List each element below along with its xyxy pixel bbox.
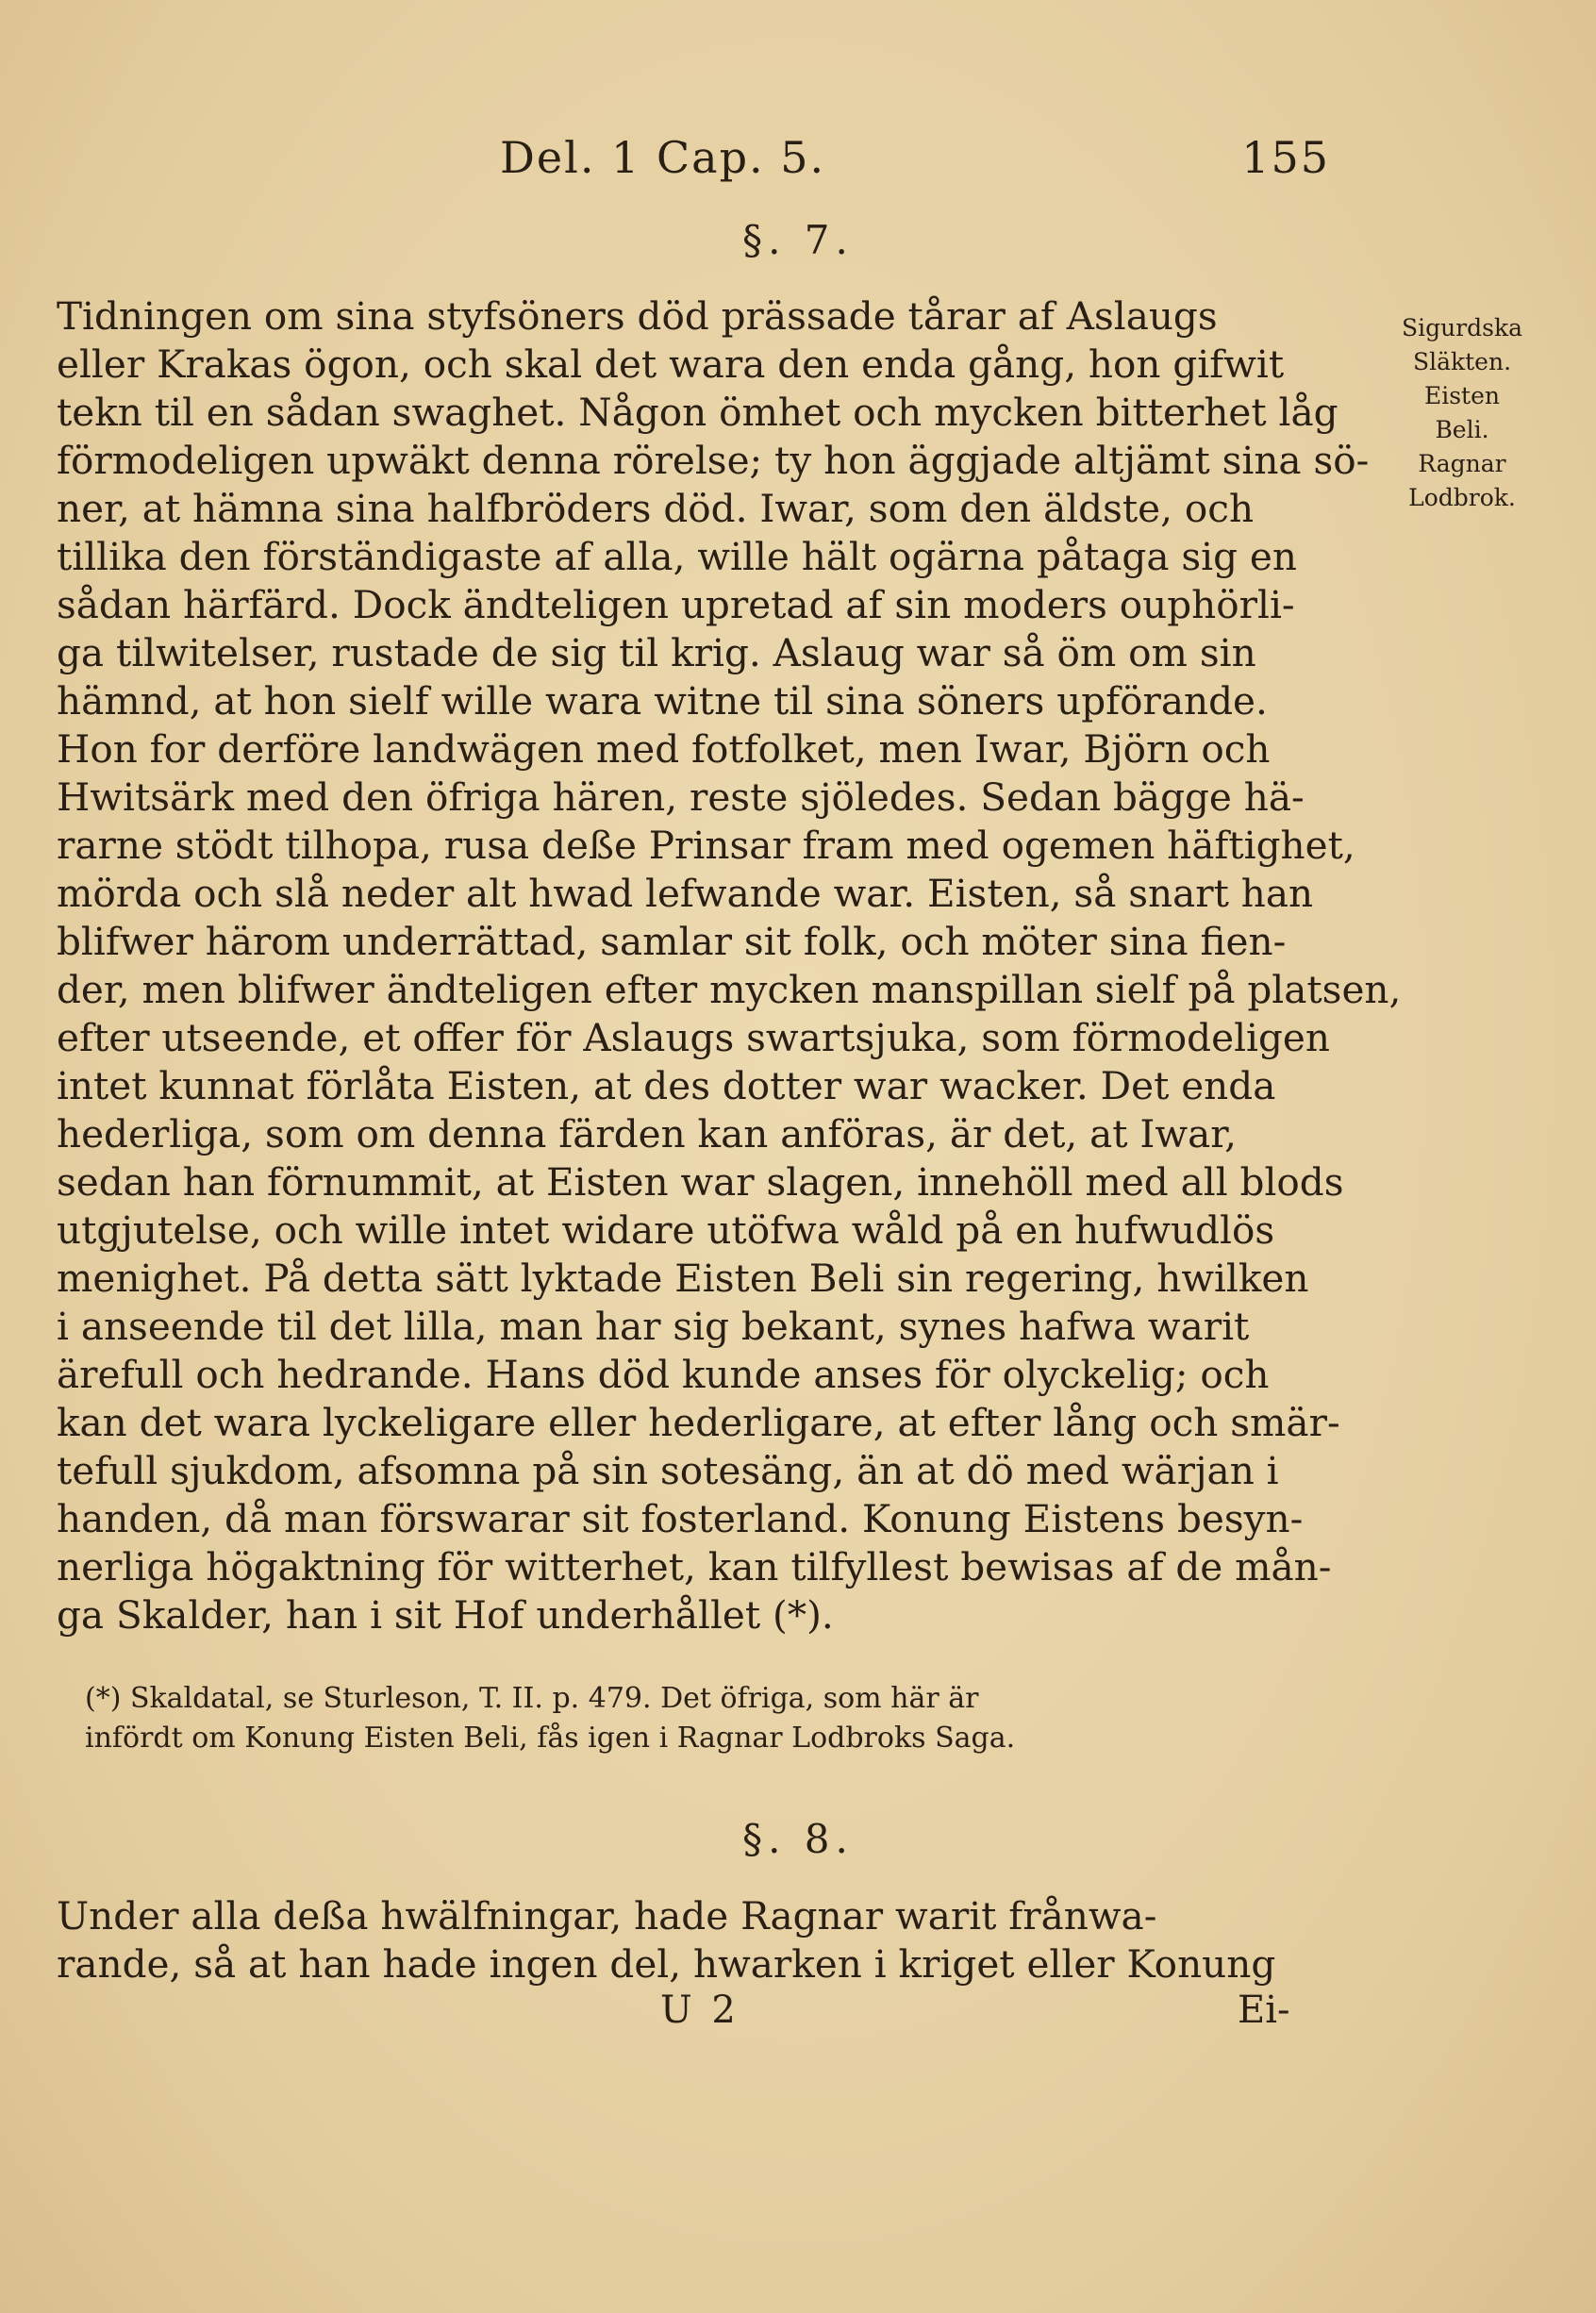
text-line: tefull sjukdom, afsomna på sin sotesäng, än at dö med wärjan i bbox=[57, 1448, 1279, 1493]
footnote-line: (*) Skaldatal, se Sturleson, T. II. p. 479. Det öfriga, som här är bbox=[85, 1682, 979, 1715]
text-line: hämnd, at hon sielf wille wara witne til sina söners upförande. bbox=[57, 678, 1268, 724]
text-line: Tidningen om sina styfsöners död prässade tårar af Aslaugs bbox=[57, 293, 1218, 339]
text-line: ga tilwitelser, rustade de sig til krig. Aslaug war så öm om sin bbox=[57, 630, 1256, 675]
text-line: Hwitsärk med den öfriga hären, reste sjöledes. Sedan bägge hä- bbox=[57, 774, 1305, 820]
footnote bbox=[85, 1679, 1321, 1758]
section-7-text bbox=[57, 292, 1402, 1639]
text-line: ga Skalder, han i sit Hof underhållet (*). bbox=[57, 1592, 834, 1638]
text-line: handen, då man förswarar sit fosterland. Konung Eistens besyn- bbox=[57, 1496, 1304, 1541]
text-line: tillika den förständigaste af alla, wille hält ogärna påtaga sig en bbox=[57, 534, 1297, 579]
text-line: förmodeligen upwäkt denna rörelse; ty hon äggjade altjämt sina sö- bbox=[57, 438, 1370, 483]
signature-mark: U 2 bbox=[660, 1989, 740, 2032]
catchword: Ei- bbox=[1238, 1989, 1290, 2032]
page-header bbox=[500, 132, 1330, 189]
margin-note-line: Lodbrok. bbox=[1408, 484, 1516, 511]
margin-note-line: Beli. bbox=[1435, 416, 1489, 443]
text-line: Hon for derföre landwägen med fotfolket, men Iwar, Björn och bbox=[57, 726, 1271, 772]
text-line: rarne stödt tilhopa, rusa deße Prinsar fram med ogemen häftighet, bbox=[57, 823, 1355, 868]
text-line: intet kunnat förlåta Eisten, at des dotter war wacker. Det enda bbox=[57, 1063, 1276, 1108]
text-line: ner, at hämna sina halfbröders död. Iwar, som den äldste, och bbox=[57, 486, 1255, 531]
text-line: der, men blifwer ändteligen efter mycken manspillan sielf på platsen, bbox=[57, 967, 1402, 1012]
text-line: i anseende til det lilla, man har sig bekant, synes hafwa warit bbox=[57, 1304, 1250, 1349]
text-line: rande, så at han hade ingen del, hwarken i kriget eller Konung bbox=[57, 1941, 1276, 1987]
running-title: Del. 1 Cap. 5. bbox=[500, 132, 826, 183]
margin-note-line: Släkten. bbox=[1412, 348, 1512, 375]
section-8-text bbox=[57, 1892, 1311, 1989]
text-line: ärefull och hedrande. Hans död kunde anses för olyckelig; och bbox=[57, 1352, 1270, 1397]
page-number: 155 bbox=[1241, 132, 1330, 183]
section-heading-8: §. 8. bbox=[742, 1816, 854, 1862]
text-line: nerliga högaktning för witterhet, kan tilfyllest bewisas af de mån- bbox=[57, 1544, 1332, 1589]
text-line: sedan han förnummit, at Eisten war slagen, innehöll med all blods bbox=[57, 1159, 1344, 1205]
text-line: Under alla deßa hwälfningar, hade Ragnar warit frånwa- bbox=[57, 1893, 1157, 1939]
text-line: kan det wara lyckeligare eller hederligare, at efter lång och smär- bbox=[57, 1400, 1340, 1445]
text-line: menighet. På detta sätt lyktade Eisten Beli sin regering, hwilken bbox=[57, 1256, 1309, 1301]
text-line: mörda och slå neder alt hwad lefwande war. Eisten, så snart han bbox=[57, 871, 1314, 916]
text-line: sådan härfärd. Dock ändteligen upretad af sin moders ouphörli- bbox=[57, 582, 1295, 627]
margin-note bbox=[1330, 311, 1594, 515]
text-line: tekn til en sådan swaghet. Någon ömhet och mycken bitterhet låg bbox=[57, 390, 1338, 435]
margin-note-line: Ragnar bbox=[1418, 450, 1506, 477]
text-line: hederliga, som om denna färden kan anföras, är det, at Iwar, bbox=[57, 1111, 1238, 1156]
text-line: blifwer härom underrättad, samlar sit folk, och möter sina fien- bbox=[57, 919, 1287, 964]
text-line: utgjutelse, och wille intet widare utöfwa wåld på en hufwudlös bbox=[57, 1207, 1275, 1253]
text-line: efter utseende, et offer för Aslaugs swartsjuka, som förmodeligen bbox=[57, 1015, 1330, 1060]
footnote-line: infördt om Konung Eisten Beli, fås igen i Ragnar Lodbroks Saga. bbox=[85, 1722, 1016, 1755]
text-line: eller Krakas ögon, och skal det wara den enda gång, hon gifwit bbox=[57, 341, 1285, 387]
margin-note-line: Sigurdska bbox=[1401, 314, 1523, 341]
section-heading-7: §. 7. bbox=[742, 217, 854, 263]
margin-note-line: Eisten bbox=[1423, 382, 1501, 409]
